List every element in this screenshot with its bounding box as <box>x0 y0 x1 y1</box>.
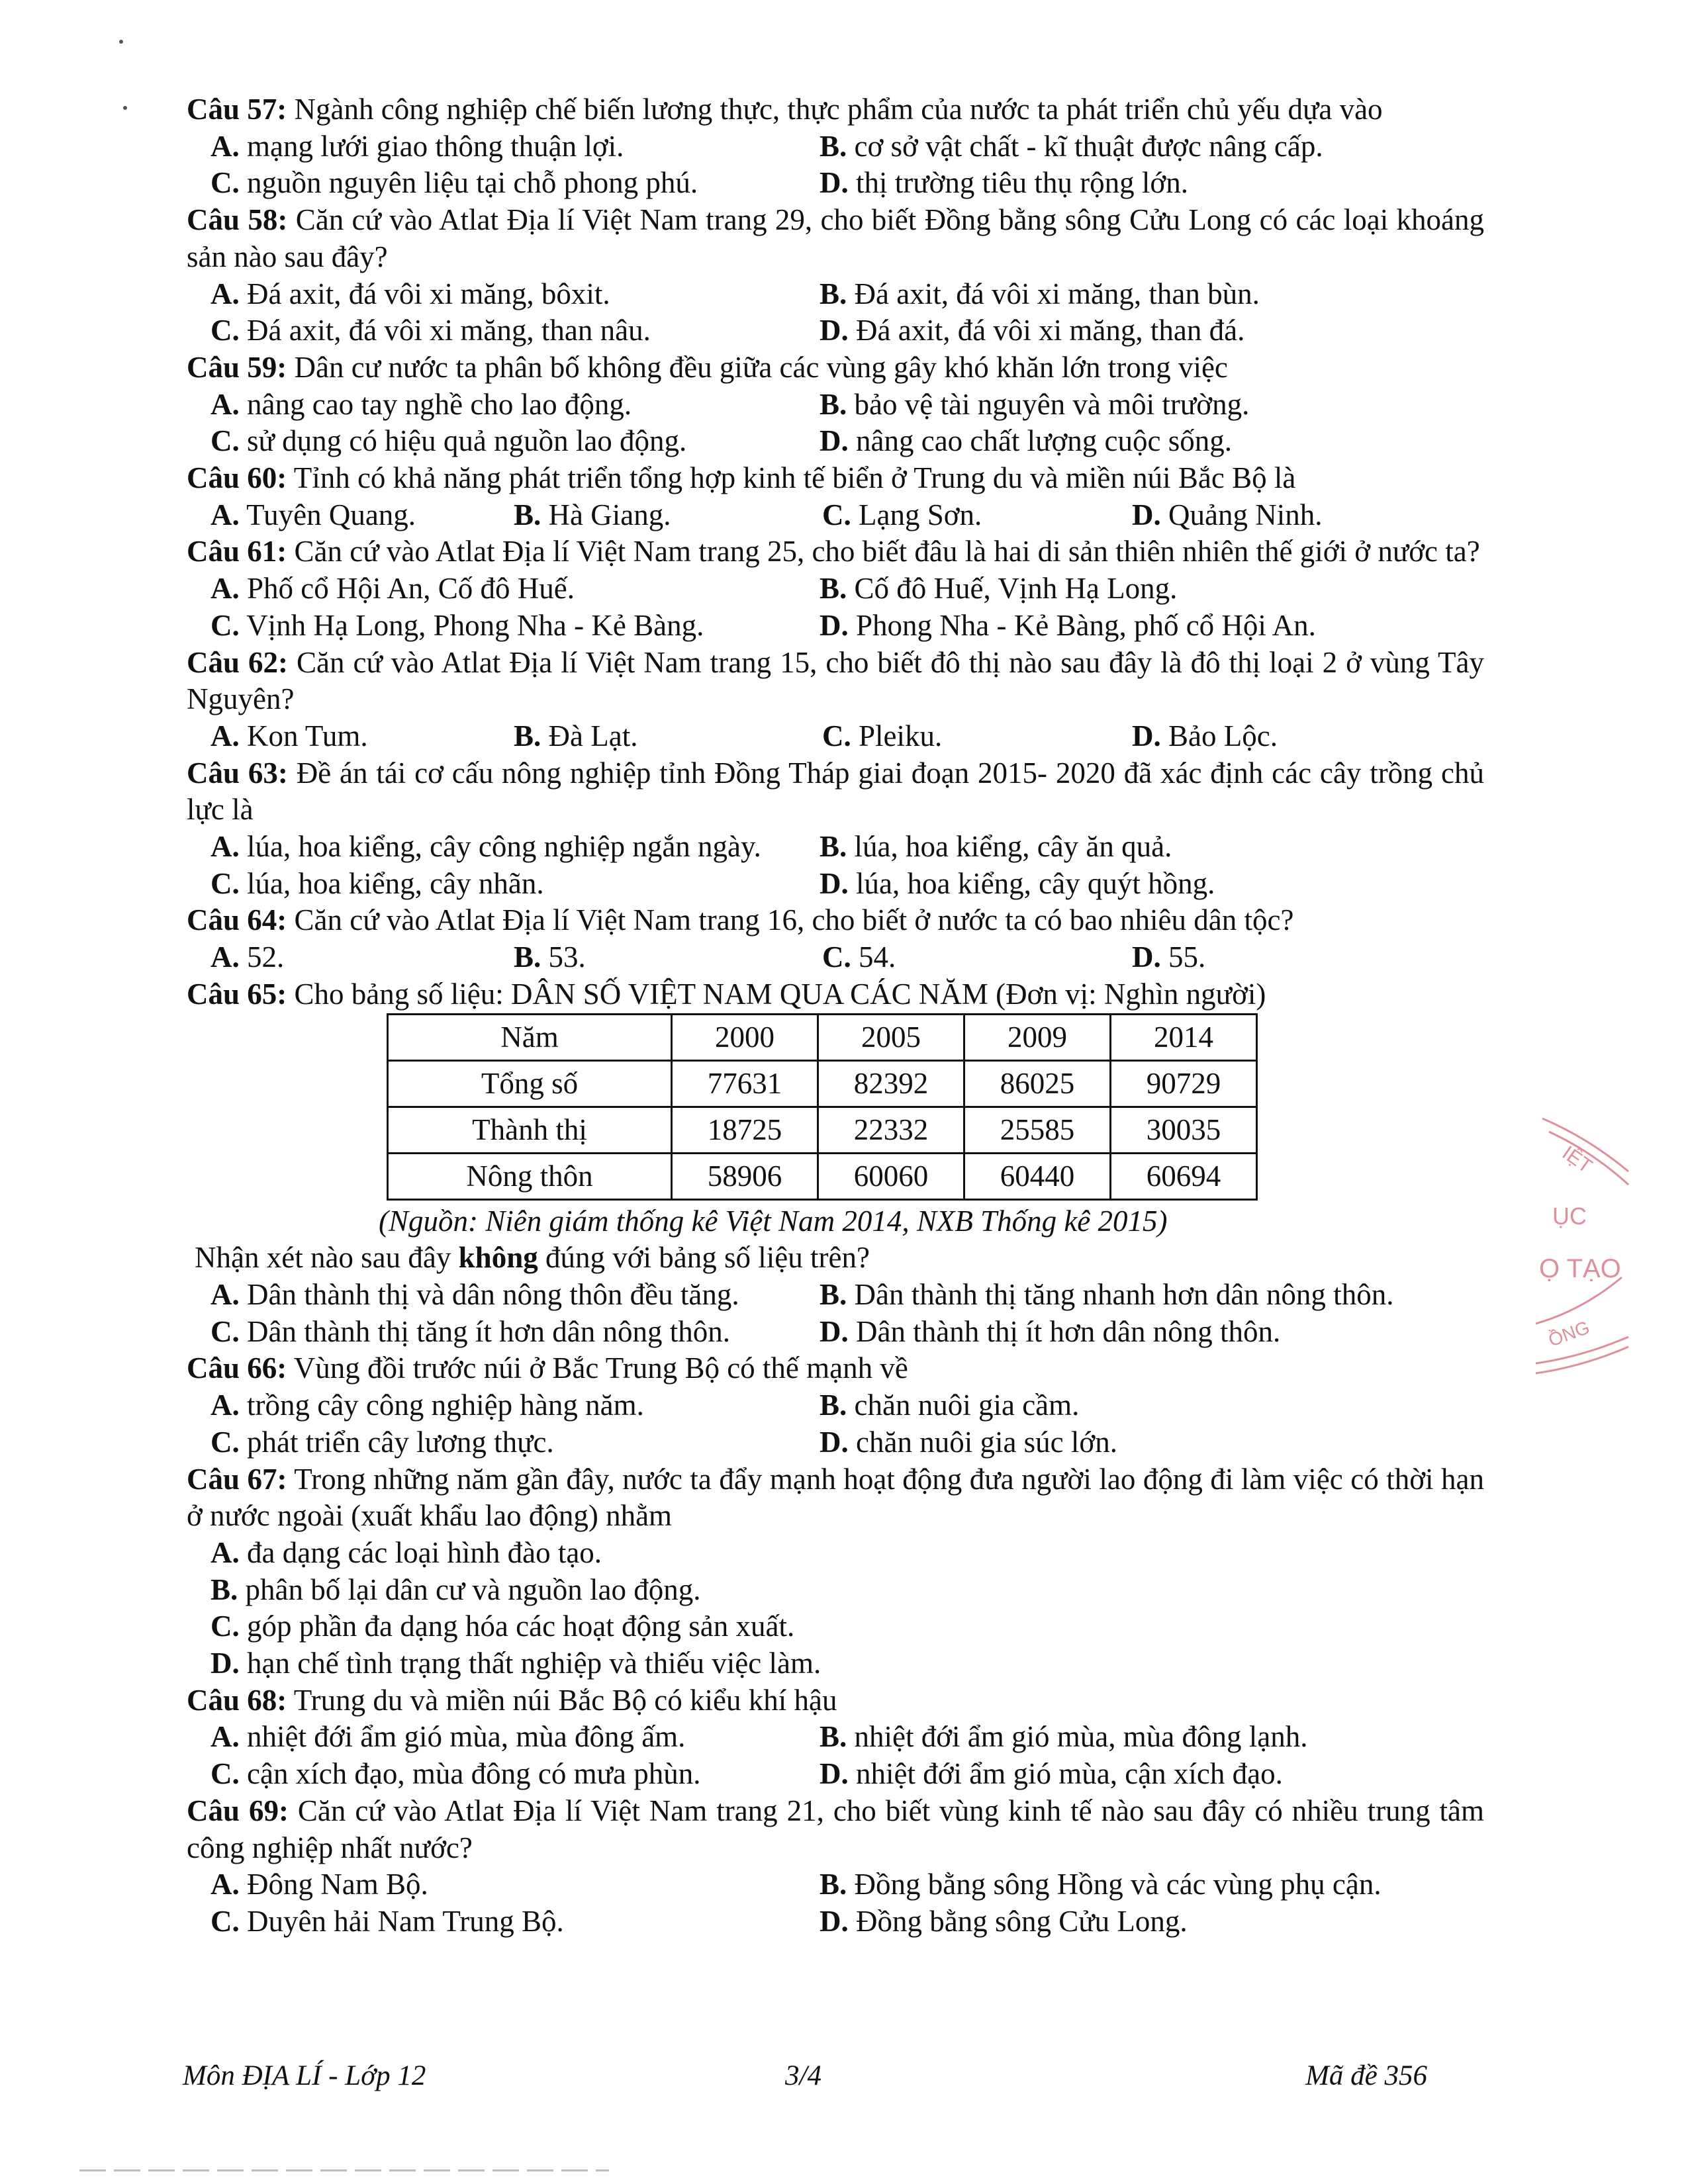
option-letter: B. <box>820 277 847 310</box>
question-text: Trong những năm gần đây, nước ta đẩy mạnh hoạt động đưa người lao động đi làm việc có thời hạn ở nước ngoài (xuất khẩu lao động) nhằm <box>187 1462 1484 1533</box>
question-number: Câu 57: <box>187 93 287 126</box>
question-stem <box>187 533 1484 570</box>
question-text: Căn cứ vào Atlat Địa lí Việt Nam trang 21, cho biết vùng kinh tế nào sau đây có nhiều trung tâm công nghiệp nhất nước? <box>187 1794 1485 1864</box>
answer-options <box>211 497 1484 534</box>
question-stem <box>187 1461 1484 1535</box>
option-letter: D. <box>820 1314 849 1348</box>
school-stamp-fragment <box>1536 1112 1635 1390</box>
question-text: Căn cứ vào Atlat Địa lí Việt Nam trang 25, cho biết đâu là hai di sản thiên nhiên thế giới ở nước ta? <box>294 535 1480 569</box>
page-footer <box>183 2060 1467 2099</box>
svg-text:Ọ TẠO: Ọ TẠO <box>1539 1254 1621 1283</box>
option-letter: C. <box>822 940 851 974</box>
table-cell: 60694 <box>1111 1153 1257 1199</box>
answer-options <box>211 939 1484 976</box>
answer-option-b: B. Cố đô Huế, Vịnh Hạ Long. <box>820 572 1178 606</box>
answer-option-c: C. phát triển cây lương thực. <box>211 1425 554 1459</box>
answer-options <box>211 829 1484 902</box>
emphasis-not: không <box>458 1241 538 1275</box>
table-cell: 30035 <box>1111 1107 1257 1153</box>
answer-options <box>211 1535 1484 1682</box>
option-letter: A. <box>211 572 240 606</box>
answer-option-b: B. phân bố lại dân cư và nguồn lao động. <box>211 1572 701 1606</box>
question-text: Ngành công nghiệp chế biến lương thực, thực phẩm của nước ta phát triển chủ yếu dựa vào <box>294 93 1383 126</box>
answer-option-d: D. Quảng Ninh. <box>1132 498 1323 531</box>
table-cell: Nông thôn <box>388 1153 672 1199</box>
option-letter: B. <box>820 129 847 163</box>
population-table-wrap <box>387 1013 1484 1201</box>
svg-text:ỒNG: ỒNG <box>1545 1316 1593 1351</box>
question-text: Trung du và miền núi Bắc Bộ có kiểu khí hậu <box>293 1683 837 1717</box>
answer-option-a: A. Đông Nam Bộ. <box>211 1868 428 1901</box>
answer-option-a: A. lúa, hoa kiểng, cây công nghiệp ngắn ngày. <box>211 830 761 864</box>
answer-option-c: C. sử dụng có hiệu quả nguồn lao động. <box>211 424 687 458</box>
table-cell: Tổng số <box>388 1060 672 1107</box>
question-number: Câu 64: <box>187 903 287 937</box>
questions-57-64 <box>187 91 1484 976</box>
table-cell: 60060 <box>818 1153 964 1199</box>
answer-option-a: A. Dân thành thị và dân nông thôn đều tăng. <box>211 1277 739 1311</box>
table-row <box>388 1107 1257 1153</box>
question-text: Căn cứ vào Atlat Địa lí Việt Nam trang 15, cho biết đô thị nào sau đây là đô thị loại 2 ở vùng Tây Nguyên? <box>187 645 1485 716</box>
option-letter: B. <box>514 940 541 974</box>
question-69 <box>187 1793 1484 1940</box>
option-letter: A. <box>211 1277 240 1311</box>
option-letter: A. <box>211 129 240 163</box>
table-header-cell: 2009 <box>964 1014 1111 1060</box>
option-letter: A. <box>211 1388 240 1422</box>
option-letter: D. <box>820 1425 849 1459</box>
option-letter: A. <box>211 498 240 531</box>
option-letter: C. <box>211 1904 240 1938</box>
answer-options <box>211 718 1484 755</box>
option-letter: C. <box>822 719 851 752</box>
answer-option-d: D. Phong Nha - Kẻ Bàng, phố cổ Hội An. <box>820 608 1316 642</box>
question-57 <box>187 91 1484 202</box>
table-cell: Thành thị <box>388 1107 672 1153</box>
table-row <box>388 1153 1257 1199</box>
answer-option-d: D. 55. <box>1132 940 1206 974</box>
answer-option-b: B. bảo vệ tài nguyên và môi trường. <box>820 387 1250 421</box>
option-letter: D. <box>820 314 849 347</box>
answer-option-c: C. lúa, hoa kiểng, cây nhãn. <box>211 866 544 900</box>
question-67 <box>187 1461 1484 1682</box>
option-letter: B. <box>211 1572 238 1606</box>
question-59 <box>187 349 1484 460</box>
table-cell: 18725 <box>672 1107 818 1153</box>
answer-option-b: B. Đá axit, đá vôi xi măng, than bùn. <box>820 277 1260 310</box>
answer-option-b: B. 53. <box>514 940 586 974</box>
answer-option-c: C. Pleiku. <box>822 719 943 752</box>
question-text: Đề án tái cơ cấu nông nghiệp tỉnh Đồng Tháp giai đoạn 2015- 2020 đã xác định các cây trồng chủ lực là <box>187 756 1484 827</box>
option-letter: D. <box>1132 940 1161 974</box>
question-64 <box>187 902 1484 976</box>
answer-option-d: D. nâng cao chất lượng cuộc sống. <box>820 424 1233 458</box>
answer-option-c: C. Đá axit, đá vôi xi măng, than nâu. <box>211 314 651 347</box>
answer-option-b: B. Đà Lạt. <box>514 719 638 752</box>
answer-option-b: B. Đồng bằng sông Hồng và các vùng phụ cận. <box>820 1868 1382 1901</box>
questions-66-69 <box>187 1350 1484 1940</box>
option-letter: C. <box>211 166 240 200</box>
question-stem <box>187 645 1484 718</box>
footer-subject: Môn ĐỊA LÍ - Lớp 12 <box>183 2060 426 2091</box>
option-letter: B. <box>820 572 847 606</box>
option-letter: D. <box>820 166 849 200</box>
answer-option-c: C. nguồn nguyên liệu tại chỗ phong phú. <box>211 166 698 200</box>
answer-options <box>211 387 1484 460</box>
question-number: Câu 66: <box>187 1351 287 1385</box>
answer-options <box>211 1277 1484 1350</box>
option-letter: C. <box>211 424 240 458</box>
question-text: Căn cứ vào Atlat Địa lí Việt Nam trang 16, cho biết ở nước ta có bao nhiêu dân tộc? <box>294 903 1294 937</box>
answer-option-d: D. chăn nuôi gia súc lớn. <box>820 1425 1117 1459</box>
answer-option-c: C. Dân thành thị tăng ít hơn dân nông thôn. <box>211 1314 730 1348</box>
answer-option-a: A. nâng cao tay nghề cho lao động. <box>211 387 632 421</box>
option-letter: B. <box>820 1720 847 1754</box>
answer-option-c: C. Vịnh Hạ Long, Phong Nha - Kẻ Bàng. <box>211 608 704 642</box>
option-letter: A. <box>211 830 240 864</box>
option-letter: D. <box>820 608 849 642</box>
question-65 <box>187 976 1484 1351</box>
answer-options <box>211 570 1484 644</box>
answer-option-c: C. 54. <box>822 940 896 974</box>
table-cell: 60440 <box>964 1153 1111 1199</box>
scan-edge-line <box>79 2169 609 2171</box>
option-letter: D. <box>1132 498 1161 531</box>
table-cell: 22332 <box>818 1107 964 1153</box>
question-text: Tỉnh có khả năng phát triển tổng hợp kinh tế biển ở Trung du và miền núi Bắc Bộ là <box>293 461 1296 495</box>
question-number: Câu 60: <box>187 461 287 495</box>
option-letter: B. <box>820 830 847 864</box>
question-stem <box>187 755 1484 829</box>
answer-option-d: D. Đá axit, đá vôi xi măng, than đá. <box>820 314 1245 347</box>
question-stem <box>187 902 1484 939</box>
table-cell: 86025 <box>964 1060 1111 1107</box>
table-header-cell: Năm <box>388 1014 672 1060</box>
answer-option-c: C. góp phần đa dạng hóa các hoạt động sản xuất. <box>211 1610 795 1643</box>
option-letter: C. <box>211 1314 240 1348</box>
answer-option-a: A. 52. <box>211 940 285 974</box>
option-letter: D. <box>820 866 849 900</box>
table-cell: 25585 <box>964 1107 1111 1153</box>
footer-page-number: 3/4 <box>785 2060 821 2091</box>
answer-option-b: B. nhiệt đới ẩm gió mùa, mùa đông lạnh. <box>820 1720 1308 1754</box>
svg-text:IỆT: IỆT <box>1558 1142 1597 1178</box>
option-letter: B. <box>820 1277 847 1311</box>
question-stem <box>187 460 1484 497</box>
question-61 <box>187 533 1484 644</box>
question-63 <box>187 755 1484 903</box>
answer-option-d: D. hạn chế tình trạng thất nghiệp và thiếu việc làm. <box>211 1647 821 1680</box>
question-number: Câu 65: <box>187 977 287 1011</box>
option-letter: C. <box>211 1425 240 1459</box>
table-header-cell: 2005 <box>818 1014 964 1060</box>
answer-options <box>211 1719 1484 1792</box>
option-letter: C. <box>822 498 851 531</box>
table-header-cell: 2000 <box>672 1014 818 1060</box>
question-stem <box>187 349 1484 387</box>
table-row <box>388 1060 1257 1107</box>
option-letter: A. <box>211 719 240 752</box>
answer-options <box>211 1866 1484 1940</box>
answer-option-a: A. nhiệt đới ẩm gió mùa, mùa đông ấm. <box>211 1720 686 1754</box>
answer-option-d: D. thị trường tiêu thụ rộng lớn. <box>820 166 1188 200</box>
option-letter: A. <box>211 1868 240 1901</box>
answer-option-b: B. Dân thành thị tăng nhanh hơn dân nông thôn. <box>820 1277 1394 1311</box>
option-letter: B. <box>514 498 541 531</box>
option-letter: C. <box>211 314 240 347</box>
option-letter: C. <box>211 608 240 642</box>
footer-exam-code: Mã đề 356 <box>1305 2060 1427 2091</box>
option-letter: A. <box>211 1720 240 1754</box>
answer-option-d: D. Đồng bằng sông Cửu Long. <box>820 1904 1188 1938</box>
option-letter: A. <box>211 387 240 421</box>
answer-option-a: A. Đá axit, đá vôi xi măng, bôxit. <box>211 277 610 310</box>
table-cell: 58906 <box>672 1153 818 1199</box>
answer-option-b: B. lúa, hoa kiểng, cây ăn quả. <box>820 830 1172 864</box>
question-stem <box>187 91 1484 128</box>
table-header-row <box>388 1014 1257 1060</box>
answer-option-b: B. cơ sở vật chất - kĩ thuật được nâng cấp. <box>820 129 1323 163</box>
answer-option-b: B. Hà Giang. <box>514 498 671 531</box>
question-stem <box>187 1682 1484 1719</box>
question-number: Câu 58: <box>187 203 288 237</box>
option-letter: D. <box>820 424 849 458</box>
question-text: Cho bảng số liệu: DÂN SỐ VIỆT NAM QUA CÁC NĂM (Đơn vị: Nghìn người) <box>294 977 1266 1011</box>
table-cell: 82392 <box>818 1060 964 1107</box>
question-stem <box>187 1793 1484 1866</box>
exam-content <box>187 91 1484 1940</box>
option-letter: B. <box>820 1388 847 1422</box>
question-text: Dân cư nước ta phân bố không đều giữa các vùng gây khó khăn lớn trong việc <box>294 350 1228 384</box>
option-letter: A. <box>211 277 240 310</box>
table-cell: 77631 <box>672 1060 818 1107</box>
answer-option-a: A. mạng lưới giao thông thuận lợi. <box>211 129 624 163</box>
option-letter: B. <box>820 1868 847 1901</box>
answer-options <box>211 1387 1484 1461</box>
option-letter: C. <box>211 1610 240 1643</box>
option-letter: A. <box>211 1535 240 1569</box>
table-header-cell: 2014 <box>1111 1014 1257 1060</box>
question-62 <box>187 645 1484 755</box>
option-letter: D. <box>211 1647 240 1680</box>
option-letter: D. <box>820 1757 849 1791</box>
option-letter: B. <box>514 719 541 752</box>
option-letter: B. <box>820 387 847 421</box>
question-58 <box>187 202 1484 349</box>
option-letter: D. <box>1132 719 1161 752</box>
question-text: Căn cứ vào Atlat Địa lí Việt Nam trang 29, cho biết Đồng bằng sông Cửu Long có các loại khoáng sản nào sau đây? <box>187 203 1485 273</box>
answer-option-a: A. đa dạng các loại hình đào tạo. <box>211 1535 602 1569</box>
answer-option-a: A. trồng cây công nghiệp hàng năm. <box>211 1388 644 1422</box>
option-letter: C. <box>211 866 240 900</box>
answer-option-a: A. Tuyên Quang. <box>211 498 416 531</box>
answer-option-b: B. chăn nuôi gia cầm. <box>820 1388 1080 1422</box>
answer-options <box>211 128 1484 202</box>
question-stem <box>187 202 1484 275</box>
answer-option-a: A. Phố cổ Hội An, Cố đô Huế. <box>211 572 575 606</box>
table-cell: 90729 <box>1111 1060 1257 1107</box>
option-letter: C. <box>211 1757 240 1791</box>
question-number: Câu 69: <box>187 1794 289 1827</box>
answer-option-c: C. Lạng Sơn. <box>822 498 982 531</box>
question-66 <box>187 1350 1484 1461</box>
answer-options <box>211 276 1484 349</box>
answer-option-a: A. Kon Tum. <box>211 719 368 752</box>
question-number: Câu 62: <box>187 645 289 679</box>
answer-option-d: D. nhiệt đới ẩm gió mùa, cận xích đạo. <box>820 1757 1283 1791</box>
question-number: Câu 61: <box>187 535 287 569</box>
scan-speck <box>123 106 127 110</box>
question-60 <box>187 460 1484 533</box>
svg-text:ỤC: ỤC <box>1552 1203 1587 1230</box>
stamp-icon <box>1536 1112 1635 1390</box>
question-number: Câu 67: <box>187 1462 287 1496</box>
question-stem <box>187 976 1484 1013</box>
population-table <box>387 1013 1258 1201</box>
question-text: Vùng đồi trước núi ở Bắc Trung Bộ có thế mạnh về <box>293 1351 908 1385</box>
question-number: Câu 68: <box>187 1683 287 1717</box>
answer-option-d: D. Bảo Lộc. <box>1132 719 1278 752</box>
answer-option-d: D. Dân thành thị ít hơn dân nông thôn. <box>820 1314 1281 1348</box>
option-letter: D. <box>820 1904 849 1938</box>
answer-option-d: D. lúa, hoa kiểng, cây quýt hồng. <box>820 866 1215 900</box>
table-source: (Nguồn: Niên giám thống kê Việt Nam 2014, NXB Thống kê 2015) <box>379 1204 1168 1238</box>
question-stem <box>187 1350 1484 1387</box>
scan-speck <box>119 40 123 44</box>
question-number: Câu 63: <box>187 756 288 790</box>
answer-option-c: C. Duyên hải Nam Trung Bộ. <box>211 1904 564 1938</box>
option-letter: A. <box>211 940 240 974</box>
question-68 <box>187 1682 1484 1793</box>
answer-option-c: C. cận xích đạo, mùa đông có mưa phùn. <box>211 1757 701 1791</box>
question-prompt: Nhận xét nào sau đây không đúng với bảng số liệu trên? <box>195 1241 870 1275</box>
question-number: Câu 59: <box>187 350 287 384</box>
